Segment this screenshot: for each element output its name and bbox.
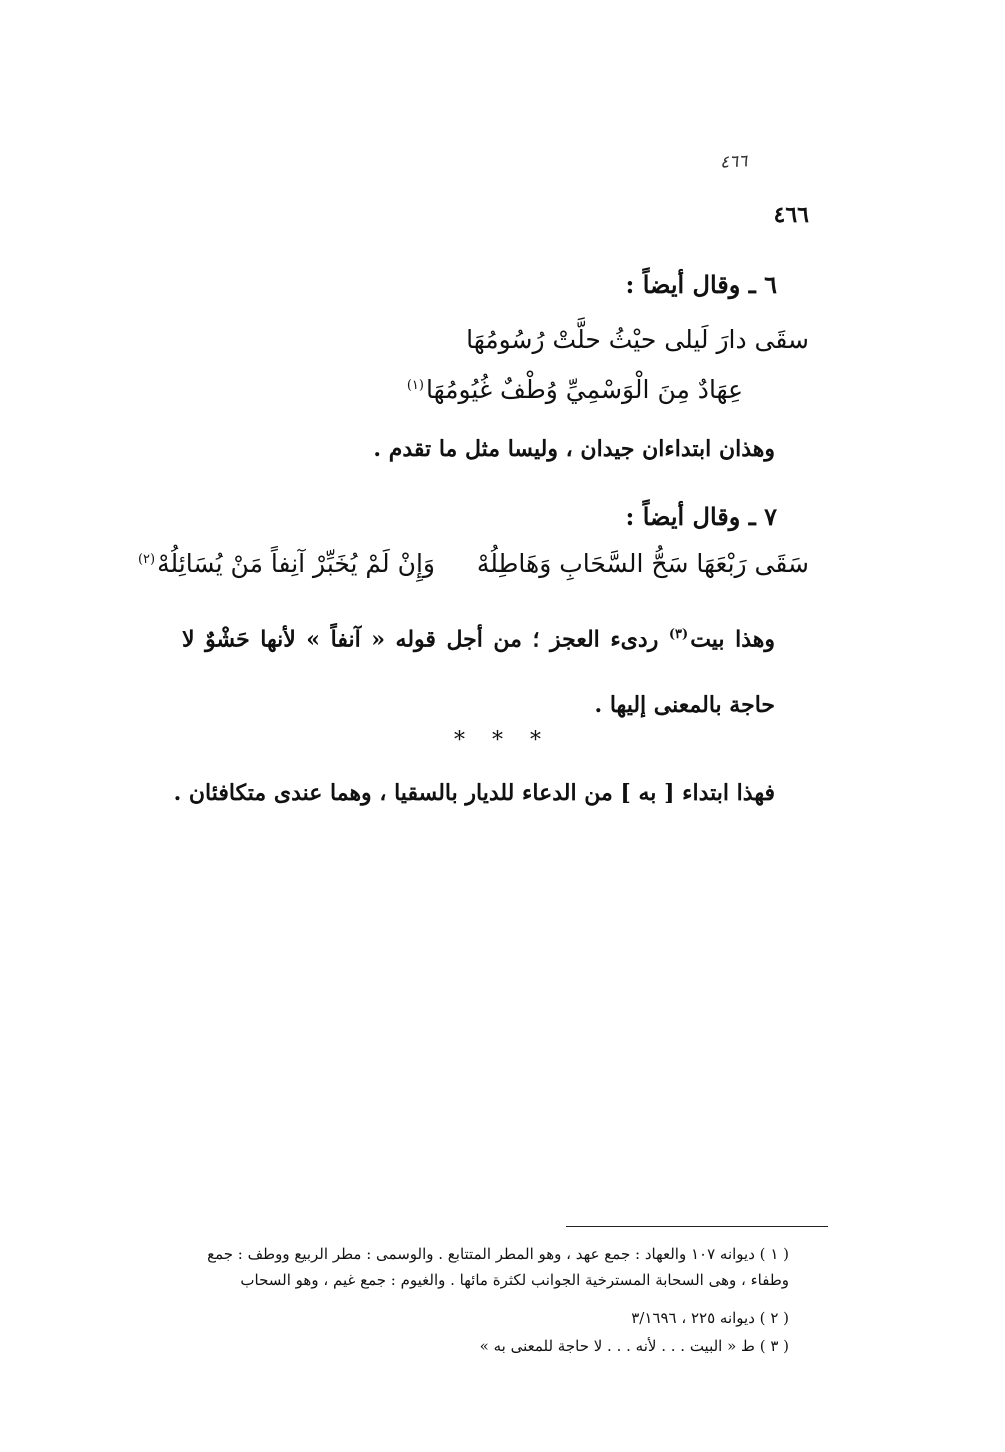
page-number: ٤٦٦ — [773, 202, 809, 228]
section-7-hemistich-1: سَقَى رَبْعَهَا سَحُّ السَّحَابِ وَهَاطِلُهْ — [476, 549, 809, 578]
footnote-1: ( ١ ) ديوانه ١٠٧ والعهاد : جمع عهد ، وهو المطر المتتابع . والوسمى : مطر الربيع ووطف : جمع وطفاء ، وهى السحابة المسترخية الجوانب لكثرة مائها . والغيوم : جمع غيم ، وهو السحاب — [207, 1245, 789, 1289]
section-6-heading: ٦ ـ وقال أيضاً : — [625, 270, 777, 299]
comment-rest: ردىء العجز ؛ من أجل قوله « آنفاً » لأنها حَشْوٌ لا حاجة بالمعنى إليها . — [182, 626, 775, 719]
footnote-ref-3: (٣) — [668, 627, 689, 642]
footnote-rule — [566, 1226, 828, 1227]
section-6-comment: وهذان ابتداءان جيدان ، وليسا مثل ما تقدم . — [373, 436, 775, 462]
closing-paragraph: فهذا ابتداء [ به ] من الدعاء للديار بالسقيا ، وهما عندى متكافئان . — [173, 780, 775, 806]
verse-line-2-text: عِهَادٌ مِنَ الْوَسْمِيِّ وُطْفٌ غُيُومُهَا — [425, 375, 743, 404]
hemistich-2-text: وَإِنْ لَمْ يُخَبِّرْ آنِفاً مَنْ يُسَائِلُهْ — [157, 549, 435, 578]
section-7-comment — [182, 602, 775, 738]
section-separator: * * * — [454, 728, 551, 753]
section-7-heading: ٧ ـ وقال أيضاً : — [625, 502, 777, 531]
footnote-ref-2: (٢) — [137, 551, 156, 567]
handwritten-margin-note: ٤٦٦ — [719, 151, 748, 173]
footnote-3: ( ٣ ) ط « البيت . . . لأنه . . . لا حاجة للمعنى به » — [479, 1337, 789, 1355]
footnote-2: ( ٢ ) ديوانه ٢٢٥ ، ٣/١٦٩٦ — [631, 1309, 789, 1327]
section-7-hemistich-2 — [138, 549, 435, 578]
footnote-ref-1: (١) — [406, 377, 424, 393]
comment-start: وهذا بيت — [690, 626, 775, 653]
section-6-verse-line-1: سقَى دارَ لَيلى حيْثُ حلَّتْ رُسُومُهَا — [466, 325, 809, 354]
section-6-verse-line-2 — [407, 375, 743, 404]
